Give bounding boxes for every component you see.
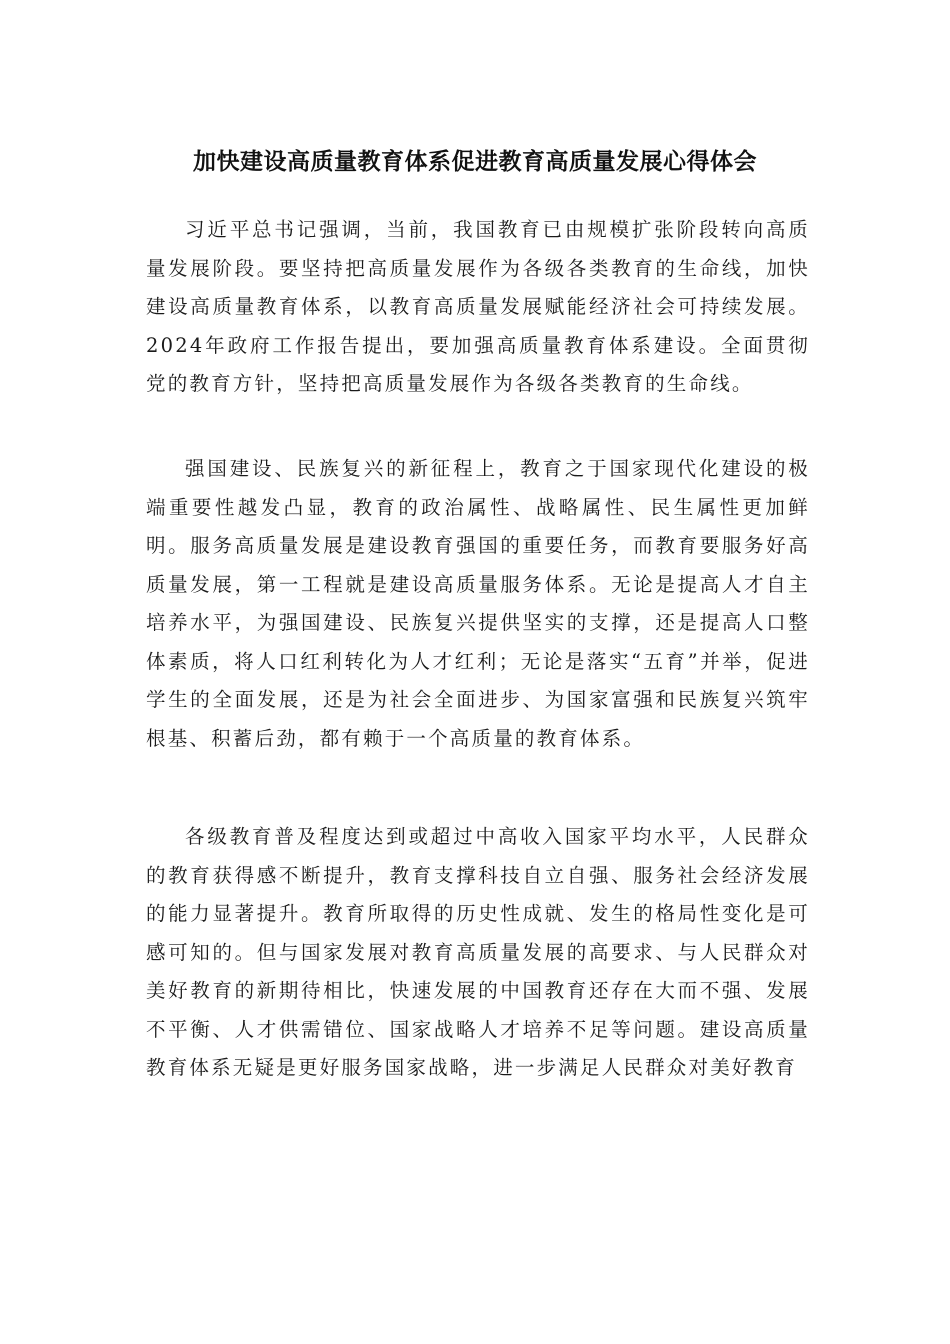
paragraph-1: 习近平总书记强调，当前，我国教育已由规模扩张阶段转向高质量发展阶段。要坚持把高质量发展作为各级各类教育的生命线，加快建设高质量教育体系，以教育高质量发展赋能经济社会可持续发展。2024年政府工作报告提出，要加强高质量教育体系建设。全面贯彻党的教育方针，坚持把高质量发展作为各级各类教育的生命线。 — [146, 218, 810, 395]
document-title: 加快建设高质量教育体系促进教育高质量发展心得体会 — [193, 148, 757, 175]
paragraph-3: 各级教育普及程度达到或超过中高收入国家平均水平，人民群众的教育获得感不断提升，教育支撑科技自立自强、服务社会经济发展的能力显著提升。教育所取得的历史性成就、发生的格局性变化是可感可知的。但与国家发展对教育高质量发展的高要求、与人民群众对美好教育的新期待相比，快速发展的中国教育还存在大而不强、发展不平衡、人才供需错位、国家战略人才培养不足等问题。建设高质量教育体系无疑是更好服务国家战略，进一步满足人民群众对美好教育 — [146, 825, 810, 1079]
paragraph-2: 强国建设、民族复兴的新征程上，教育之于国家现代化建设的极端重要性越发凸显，教育的政治属性、战略属性、民生属性更加鲜明。服务高质量发展是建设教育强国的重要任务，而教育要服务好高质量发展，第一工程就是建设高质量服务体系。无论是提高人才自主培养水平，为强国建设、民族复兴提供坚实的支撑，还是提高人口整体素质，将人口红利转化为人才红利；无论是落实“五育”并举，促进学生的全面发展，还是为社会全面进步、为国家富强和民族复兴筑牢根基、积蓄后劲，都有赖于一个高质量的教育体系。 — [146, 457, 810, 750]
